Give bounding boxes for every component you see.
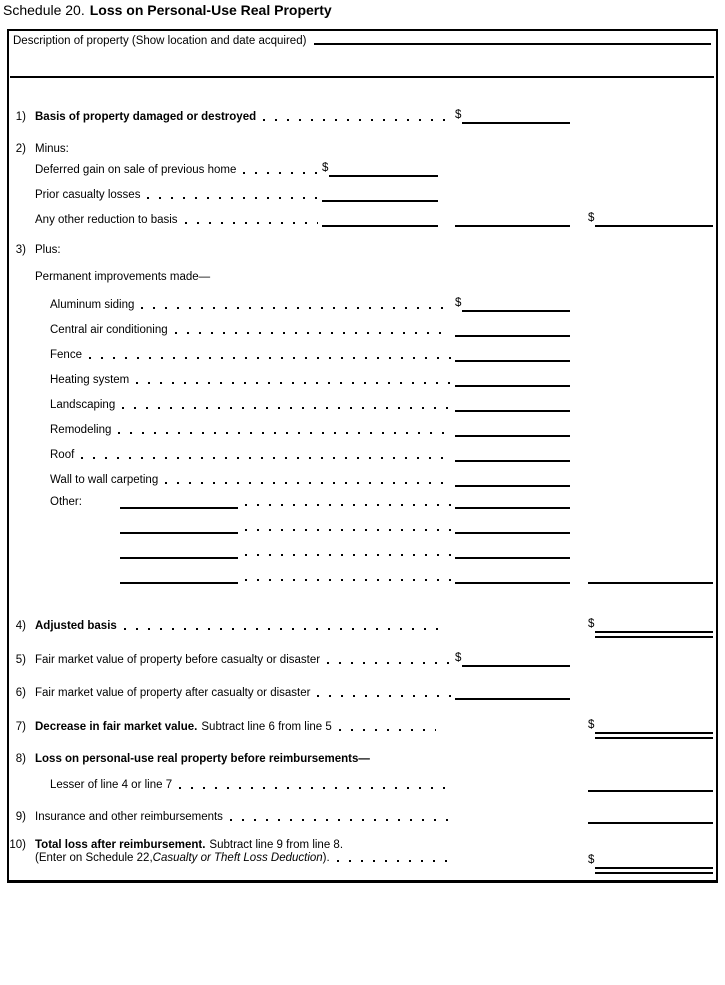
- line-8-row: [0, 746, 725, 766]
- prior-casualty-row: [0, 182, 725, 202]
- improvement-label: Aluminum siding: [50, 299, 135, 311]
- other-amount-field[interactable]: [455, 557, 570, 559]
- line-6-row: [0, 680, 725, 700]
- dot-leader: [245, 529, 451, 531]
- line-number: 5): [15, 654, 26, 666]
- dot-leader: [124, 628, 446, 630]
- other-amount-field[interactable]: [455, 532, 570, 534]
- line-6-label: Fair market value of property after casualty or disaster: [35, 687, 311, 699]
- improvement-label: Remodeling: [50, 424, 112, 436]
- line-2-total-field[interactable]: [595, 225, 713, 227]
- dollar-sign: $: [455, 652, 462, 664]
- dollar-sign: $: [322, 162, 329, 174]
- improvement-label: Heating system: [50, 374, 130, 386]
- line-1-amount-field[interactable]: [462, 122, 570, 124]
- remodeling-amount-field[interactable]: [455, 435, 570, 437]
- line-10-note-prefix: (Enter on Schedule 22,: [35, 852, 153, 864]
- dot-leader: [179, 787, 451, 789]
- other-description-field[interactable]: [120, 532, 238, 534]
- line-10-label-bold: Total loss after reimbursement.: [35, 839, 206, 851]
- improvement-label: Roof: [50, 449, 75, 461]
- line-2-row: [0, 136, 725, 156]
- dot-leader: [327, 662, 451, 664]
- deferred-gain-amount-field[interactable]: [329, 175, 438, 177]
- carpeting-amount-field[interactable]: [455, 485, 570, 487]
- dollar-sign: $: [455, 297, 462, 309]
- page-title: [3, 2, 332, 18]
- dot-leader: [245, 554, 451, 556]
- central-air-amount-field[interactable]: [455, 335, 570, 337]
- fence-amount-field[interactable]: [455, 360, 570, 362]
- dollar-sign: $: [588, 854, 595, 866]
- description-label: Description of property (Show location and date acquired): [13, 35, 307, 47]
- dollar-sign: $: [588, 719, 595, 731]
- permanent-improvements-row: [0, 264, 725, 284]
- line-10-total-field[interactable]: [595, 867, 713, 869]
- line-7-total-field[interactable]: [595, 732, 713, 734]
- prior-casualty-label: Prior casualty losses: [35, 189, 141, 201]
- other-reduction-label: Any other reduction to basis: [35, 214, 178, 226]
- description-row: [0, 28, 725, 48]
- dot-leader: [118, 432, 451, 434]
- deferred-gain-row: [0, 157, 725, 177]
- dot-leader: [136, 382, 451, 384]
- description-field-line2[interactable]: [10, 76, 714, 78]
- line-1-label: Basis of property damaged or destroyed: [35, 111, 257, 123]
- line-number: 1): [15, 111, 26, 123]
- dot-leader: [185, 222, 318, 224]
- deferred-gain-label: Deferred gain on sale of previous home: [35, 164, 237, 176]
- line-8a-row: [0, 772, 725, 792]
- improvement-label: Fence: [50, 349, 82, 361]
- line-3-label: Plus:: [35, 244, 61, 256]
- improvement-row: [0, 292, 725, 312]
- line-2-label: Minus:: [35, 143, 69, 155]
- improvement-label: Central air conditioning: [50, 324, 168, 336]
- line-9-row: [0, 804, 725, 824]
- permanent-improvements-label: Permanent improvements made—: [35, 271, 211, 283]
- dot-leader: [245, 579, 451, 581]
- line-10-note-italic: Casualty or Theft Loss Deduction: [152, 852, 323, 864]
- improvement-row: [0, 467, 725, 487]
- line-8-label: Loss on personal-use real property before reimbursements—: [35, 753, 370, 765]
- line-number: 2): [15, 143, 26, 155]
- line-3-total-field[interactable]: [588, 582, 713, 584]
- schedule-title: Loss on Personal-Use Real Property: [89, 2, 332, 18]
- other-amount-field[interactable]: [455, 507, 570, 509]
- aluminum-siding-amount-field[interactable]: [462, 310, 570, 312]
- dot-leader: [89, 357, 451, 359]
- dollar-sign: $: [588, 212, 595, 224]
- line-8-amount-field[interactable]: [588, 790, 713, 792]
- line-5-row: [0, 647, 725, 667]
- dot-leader: [245, 504, 451, 506]
- dot-leader: [243, 172, 318, 174]
- dollar-sign: $: [455, 109, 462, 121]
- dot-leader: [317, 695, 451, 697]
- line-number: 10): [9, 839, 26, 851]
- line-4-label: Adjusted basis: [35, 620, 117, 632]
- dot-leader: [165, 482, 451, 484]
- other-item-row: [0, 514, 725, 534]
- line-7-label-rest: Subtract line 6 from line 5: [201, 721, 332, 733]
- other-item-row: [0, 489, 725, 509]
- other-amount-field[interactable]: [455, 582, 570, 584]
- heating-system-amount-field[interactable]: [455, 385, 570, 387]
- line-4-total-field[interactable]: [595, 631, 713, 633]
- roof-amount-field[interactable]: [455, 460, 570, 462]
- line-5-label: Fair market value of property before casualty or disaster: [35, 654, 321, 666]
- prior-casualty-amount-field[interactable]: [322, 200, 438, 202]
- line-4-row: [0, 613, 725, 633]
- other-reduction-amount-field[interactable]: [322, 225, 438, 227]
- line-8a-label: Lesser of line 4 or line 7: [50, 779, 173, 791]
- improvement-row: [0, 392, 725, 412]
- line-5-amount-field[interactable]: [462, 665, 570, 667]
- line-7-row: [0, 714, 725, 734]
- dot-leader: [122, 407, 451, 409]
- line-number: 6): [15, 687, 26, 699]
- dot-leader: [147, 197, 318, 199]
- dot-leader: [263, 119, 451, 121]
- other-reduction-row: [0, 207, 725, 227]
- line-number: 7): [15, 721, 26, 733]
- line-number: 9): [15, 811, 26, 823]
- line-number: 3): [15, 244, 26, 256]
- dot-leader: [337, 860, 451, 862]
- line-3-row: [0, 237, 725, 257]
- other-description-field[interactable]: [120, 582, 238, 584]
- line-number: 8): [15, 753, 26, 765]
- line-10-label-rest: Subtract line 9 from line 8.: [209, 839, 344, 851]
- improvement-row: [0, 342, 725, 362]
- dot-leader: [81, 457, 451, 459]
- line-9-label: Insurance and other reimbursements: [35, 811, 223, 823]
- other-description-field[interactable]: [120, 557, 238, 559]
- improvement-row: [0, 367, 725, 387]
- line-1-row: [0, 104, 725, 124]
- other-label: Other:: [50, 496, 82, 508]
- landscaping-amount-field[interactable]: [455, 410, 570, 412]
- improvement-row: [0, 317, 725, 337]
- improvement-label: Wall to wall carpeting: [50, 474, 159, 486]
- improvement-row: [0, 417, 725, 437]
- improvement-row: [0, 442, 725, 462]
- other-item-row: [0, 564, 725, 584]
- line-10-row: [0, 839, 725, 869]
- line-9-amount-field[interactable]: [588, 822, 713, 824]
- dot-leader: [230, 819, 451, 821]
- dot-leader: [175, 332, 451, 334]
- other-description-field[interactable]: [120, 507, 238, 509]
- description-field[interactable]: [314, 43, 711, 45]
- dot-leader: [141, 307, 451, 309]
- line-7-label-bold: Decrease in fair market value.: [35, 721, 198, 733]
- improvement-label: Landscaping: [50, 399, 116, 411]
- line-number: 4): [15, 620, 26, 632]
- other-item-row: [0, 539, 725, 559]
- line-6-amount-field[interactable]: [455, 698, 570, 700]
- line-2-subtotal-field[interactable]: [455, 225, 570, 227]
- dollar-sign: $: [588, 618, 595, 630]
- schedule-number: Schedule 20.: [3, 2, 85, 18]
- line-10-note-suffix: ).: [322, 852, 330, 864]
- dot-leader: [339, 729, 436, 731]
